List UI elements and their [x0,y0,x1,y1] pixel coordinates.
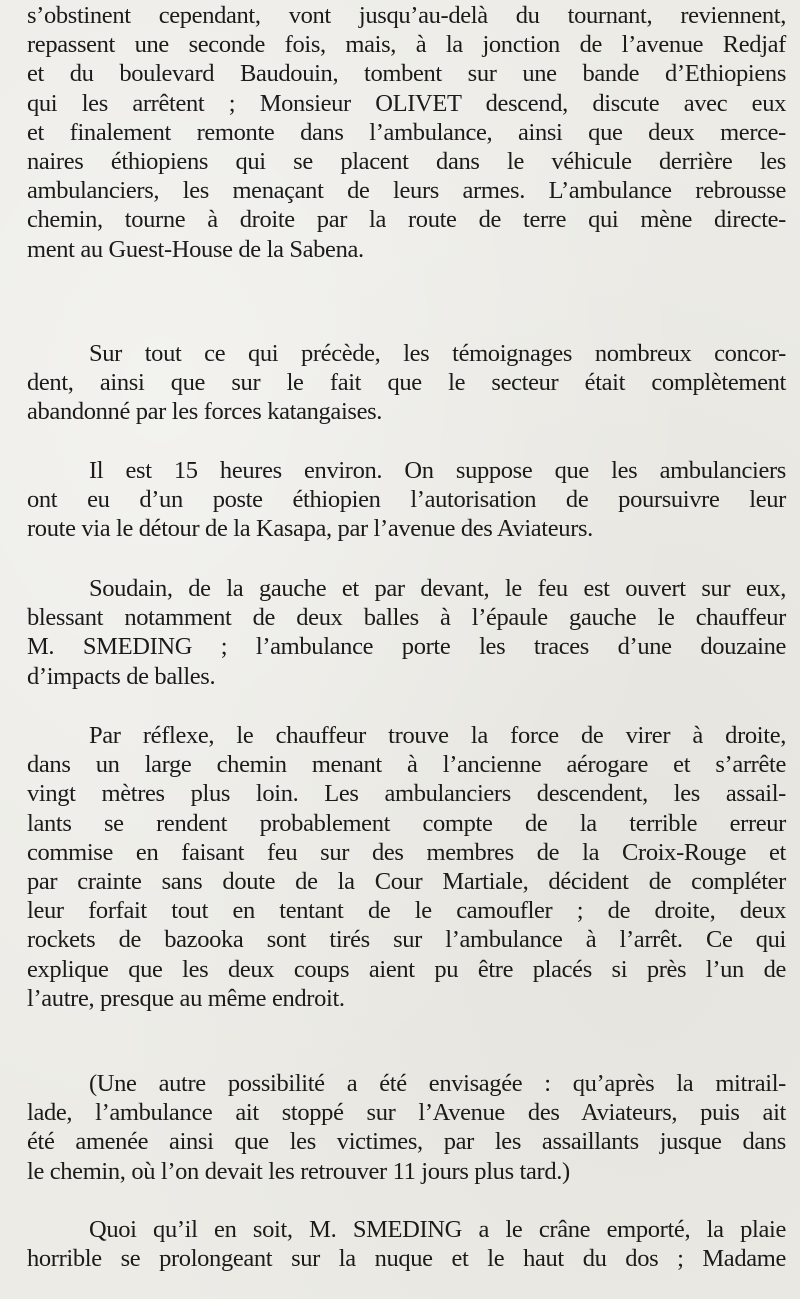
text-line: été amenée ainsi que les victimes, par les assaillants jusque dans [27,1128,786,1156]
text-line: abandonné par les forces katangaises. [27,398,383,426]
text-line: lade, l’ambulance ait stoppé sur l’Avenue des Aviateurs, puis ait [27,1099,786,1127]
text-line: ment au Guest-House de la Sabena. [27,235,364,263]
paragraph-7 [27,1215,786,1273]
text-line: naires éthiopiens qui se placent dans le véhicule derrière les [27,148,786,176]
text-line: d’impacts de balles. [27,662,216,690]
text-line: blessant notamment de deux balles à l’épaule gauche le chauffeur [27,604,786,632]
paragraph-4 [27,574,786,691]
text-line: explique que les deux coups aient pu être placés si près l’un de [27,955,786,983]
text-line: (Une autre possibilité a été envisagée : qu’après la mitrail- [89,1070,786,1097]
text-line: ont eu d’un poste éthiopien l’autorisation de poursuivre leur [27,486,786,514]
text-line: qui les arrêtent ; Monsieur OLIVET descend, discute avec eux [27,89,786,117]
text-line: et du boulevard Baudouin, tombent sur une bande d’Ethiopiens [27,60,786,88]
text-line: dans un large chemin menant à l’ancienne aérogare et s’arrête [27,751,786,779]
paragraph-1 [27,1,786,264]
text-line: commise en faisant feu sur des membres de la Croix-Rouge et [27,838,786,866]
text-line: repassent une seconde fois, mais, à la jonction de l’avenue Redjaf [27,31,786,59]
text-line: vingt mètres plus loin. Les ambulanciers descendent, les assail- [27,780,786,808]
text-line: rockets de bazooka sont tirés sur l’ambulance à l’arrêt. Ce qui [27,926,786,954]
paragraph-3 [27,456,786,544]
text-line: l’autre, presque au même endroit. [27,984,345,1012]
text-line: s’obstinent cependant, vont jusqu’au-delà du tournant, reviennent, [27,2,786,29]
text-line: horrible se prolongeant sur la nuque et le haut du dos ; Madame [27,1245,786,1273]
text-line: Soudain, de la gauche et par devant, le feu est ouvert sur eux, [89,575,786,602]
text-line: Il est 15 heures environ. On suppose que les ambulanciers [89,457,786,484]
text-line: M. SMEDING ; l’ambulance porte les traces d’une douzaine [27,633,786,661]
text-line: leur forfait tout en tentant de le camoufler ; de droite, deux [27,897,786,925]
text-line: chemin, tourne à droite par la route de terre qui mène directe- [27,206,786,234]
text-line: route via le détour de la Kasapa, par l’avenue des Aviateurs. [27,515,593,543]
text-line: par crainte sans doute de la Cour Martiale, décident de compléter [27,868,786,896]
paragraph-2 [27,339,786,427]
text-line: et finalement remonte dans l’ambulance, ainsi que deux merce- [27,118,786,146]
text-line: ambulanciers, les menaçant de leurs armes. L’ambulance rebrousse [27,177,786,205]
text-line: Quoi qu’il en soit, M. SMEDING a le crâne emporté, la plaie [89,1216,786,1243]
text-line: le chemin, où l’on devait les retrouver 11 jours plus tard.) [27,1157,570,1185]
paragraph-5 [27,721,786,1013]
text-line: lants se rendent probablement compte de la terrible erreur [27,809,786,837]
text-line: Par réflexe, le chauffeur trouve la force de virer à droite, [89,722,786,749]
paragraph-6 [27,1069,786,1186]
text-line: Sur tout ce qui précède, les témoignages nombreux concor- [89,340,786,367]
text-line: dent, ainsi que sur le fait que le secteur était complètement [27,369,786,397]
